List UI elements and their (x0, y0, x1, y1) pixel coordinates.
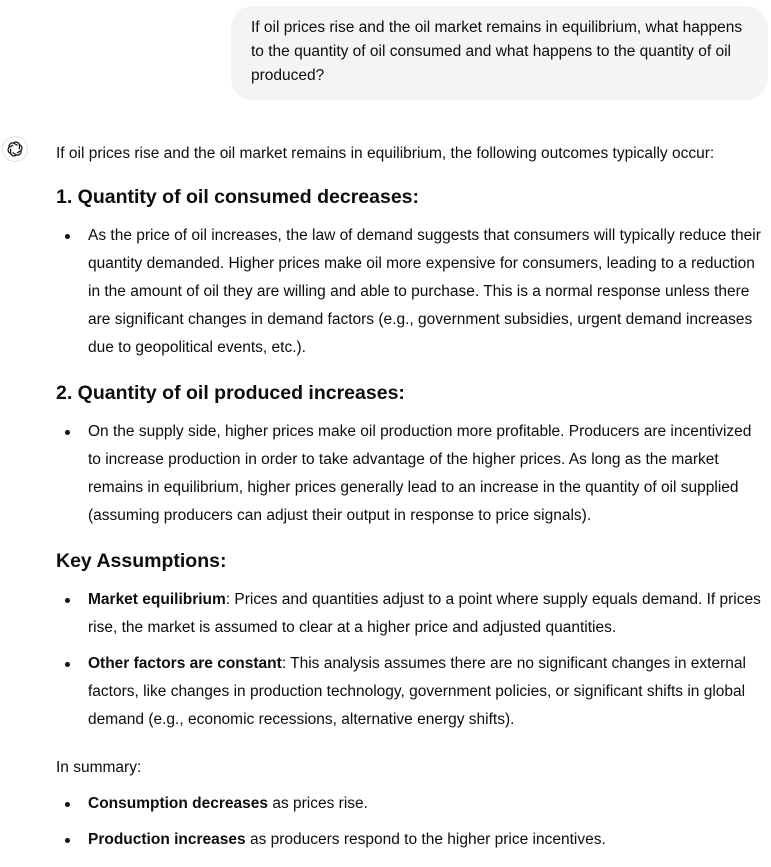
user-message-text: If oil prices rise and the oil market remains in equilibrium, what happens to the quantity of oil consumed and what happens to the quantity of oil produced? (251, 19, 743, 84)
list-item (56, 826, 768, 854)
section-produced-list (56, 418, 768, 530)
list-item (56, 790, 768, 818)
list-item (56, 418, 768, 530)
list-item (56, 222, 768, 362)
bullet-text: as producers respond to the higher price incentives. (245, 831, 606, 848)
openai-logo-icon (6, 140, 24, 158)
list-item (56, 650, 768, 734)
bullet-bold-term: Consumption decreases (88, 795, 269, 812)
summary-label: In summary: (56, 759, 142, 776)
summary-list (56, 790, 768, 854)
bullet-text: : Prices and quantities adjust to a point where supply equals demand. If prices rise, the market is assumed to clear at a higher price and adjusted quantities. (88, 591, 761, 636)
bullet-bold-term: Market equilibrium (88, 591, 226, 608)
bullet-text: On the supply side, higher prices make oil production more profitable. Producers are incentivized to increase production in order to take advantage of the higher prices. As long as the market remains in equilibrium, higher prices generally lead to an increase in the quantity of oil supplied (assuming producers can adjust their output in response to price signals). (88, 423, 752, 524)
user-message-bubble (231, 6, 768, 100)
bullet-text: : This analysis assumes there are no significant changes in external factors, like changes in production technology, government policies, or significant shifts in global demand (e.g., economic recessions, alternative energy shifts). (88, 655, 746, 728)
assistant-avatar (2, 136, 28, 162)
section-heading-produced: 2. Quantity of oil produced increases: (56, 382, 405, 404)
assistant-response (56, 140, 768, 854)
response-intro: If oil prices rise and the oil market remains in equilibrium, the following outcomes typically occur: (56, 145, 715, 162)
list-item (56, 586, 768, 642)
section-heading-consumed: 1. Quantity of oil consumed decreases: (56, 186, 420, 208)
section-heading-assumptions: Key Assumptions: (56, 550, 227, 572)
bullet-text: As the price of oil increases, the law of demand suggests that consumers will typically reduce their quantity demanded. Higher prices make oil more expensive for consumers, leading to a reduction in the amount of oil they are willing and able to purchase. This is a normal response unless there are significant changes in demand factors (e.g., government subsidies, urgent demand increases due to geopolitical events, etc.). (88, 227, 761, 356)
section-consumed-list (56, 222, 768, 362)
bullet-bold-term: Other factors are constant (88, 655, 282, 672)
bullet-bold-term: Production increases (88, 831, 246, 848)
assumptions-list (56, 586, 768, 734)
bullet-text: as prices rise. (268, 795, 368, 812)
